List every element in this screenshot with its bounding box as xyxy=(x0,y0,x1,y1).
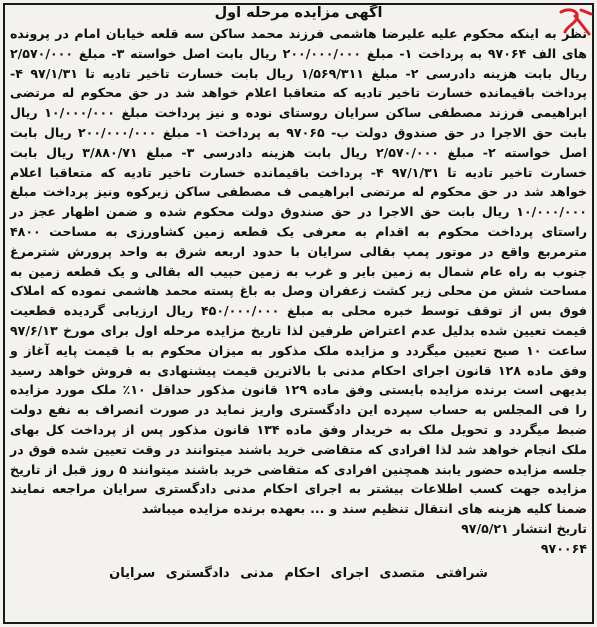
notice-body: نظر به اینکه محکوم علیه علیرضا هاشمی فرزند محمد ساکن سه قلعه خیابان امام در پرونده های الف ۹۷۰۶۴ به پرداخت ۱- مبلغ ۲۰۰/۰۰۰/۰۰۰ ریال بابت اصل خواسته ۳- مبلغ ۲/۵۷۰/۰۰۰ ریال بابت هزینه دادرسی ۲- مبلغ ۱/۵۶۹/۳۱۱ ریال بابت خسارت تاخیر تادیه تا ۹۷/۱/۳۱ ۴- پرداخت باقیمانده خسارت تاخیر تادیه که متعاقبا اعلام خواهد شد در حق محکوم له مرتضی ابراهیمی فرزند مصطفی ساکن سرایان روستای نوده و نیز پرداخت مبلغ ۱۰/۰۰۰/۰۰۰ ریال بابت حق الاجرا در حق صندوق دولت ب- ۹۷۰۶۵ به پرداخت ۱- مبلغ ۲۰۰/۰۰۰/۰۰۰ ریال بابت اصل خواسته ۲- مبلغ ۲/۵۷۰/۰۰۰ ریال بابت هزینه دادرسی ۳- مبلغ ۳/۸۸۰/۷۱ ریال بابت خسارت تاخیر تادیه تا ۹۷/۱/۳۱ ۴- پرداخت باقیمانده خسارت تاخیر تادیه که متعاقبا اعلام خواهد شد در حق محکوم له مرتضی ابراهیمی ف مصطفی ساکن زیرکوه ونیز پرداخت مبلغ ۱۰/۰۰۰/۰۰۰ ریال بابت حق الاجرا در حق صندوق دولت محکوم شده و ضمن اظهار عجز در راستای پرداخت محکوم به اقدام به معرفی یک قطعه زمین کشاورزی به مساحت ۴۸۰۰ مترمربع واقع در موتور پمپ بقالی سرایان با حدود اربعه شرق به واحد پرورش شترمرغ جنوب به راه عام شمال به زمین بایر و غرب به زمین حبیب اله بقالی و یک قطعه زمین به مساحت شش من محلی زیر کشت زعفران وصل به باغ پسته محمد هاشمی نموده که املاک فوق بس از توقف توسط خبره محلی به مبلغ ۴۵۰/۰۰۰/۰۰۰ ریال ارزیابی گردیده قطعیت قیمت تعیین شده بدلیل عدم اعتراض طرفین لذا تاریخ مزایده مرحله اول برای مورخ ۹۷/۶/۱۳ ساعت ۱۰ صبح تعیین میگردد و مزایده ملک مذکور به میزان محکوم به با قیمت پایه آغاز و وفق ماده ۱۲۸ قانون اجرای احکام مدنی با بالاترین قیمت پیشنهادی به فروش خواهد رسید بدیهی است برنده مزایده بایستی وفق ماده ۱۲۹ قانون مذکور حداقل ۱۰٪ ملک مورد مزایده را فی المجلس به حساب سپرده این دادگستری واریز نماید در صورت انصراف به نفع دولت ضبط میگردد و تحویل ملک به خریدار وفق ماده ۱۳۴ قانون مذکور پس از پرداخت کل بهای ملک انجام خواهد شد لذا افرادی که متقاضی خرید باشند میتوانند در وقت تعیین شده فوق در جلسه مزایده حضور یابند همچنین افرادی که متقاضی خرید باشند میتوانند ۵ روز قبل از تاریخ مزایده جهت کسب اطلاعات بیشتر به اجرای احکام مدنی دادگستری سرایان مراجعه نمایند ضمنا کلیه هزینه های انتقال تنظیم سند و ... بعهده برنده مزایده میباشد xyxy=(10,26,588,517)
notice-title: آگهی مزایده مرحله اول xyxy=(214,5,383,21)
signature-line: شرافتی متصدی اجرای احکام مدنی دادگستری سرایان xyxy=(109,565,488,581)
notice-content xyxy=(10,2,587,623)
publish-date: تاریخ انتشار ۹۷/۵/۲۱ xyxy=(461,520,587,536)
notice-code: ۹۷۰۰۶۴ xyxy=(540,540,587,556)
